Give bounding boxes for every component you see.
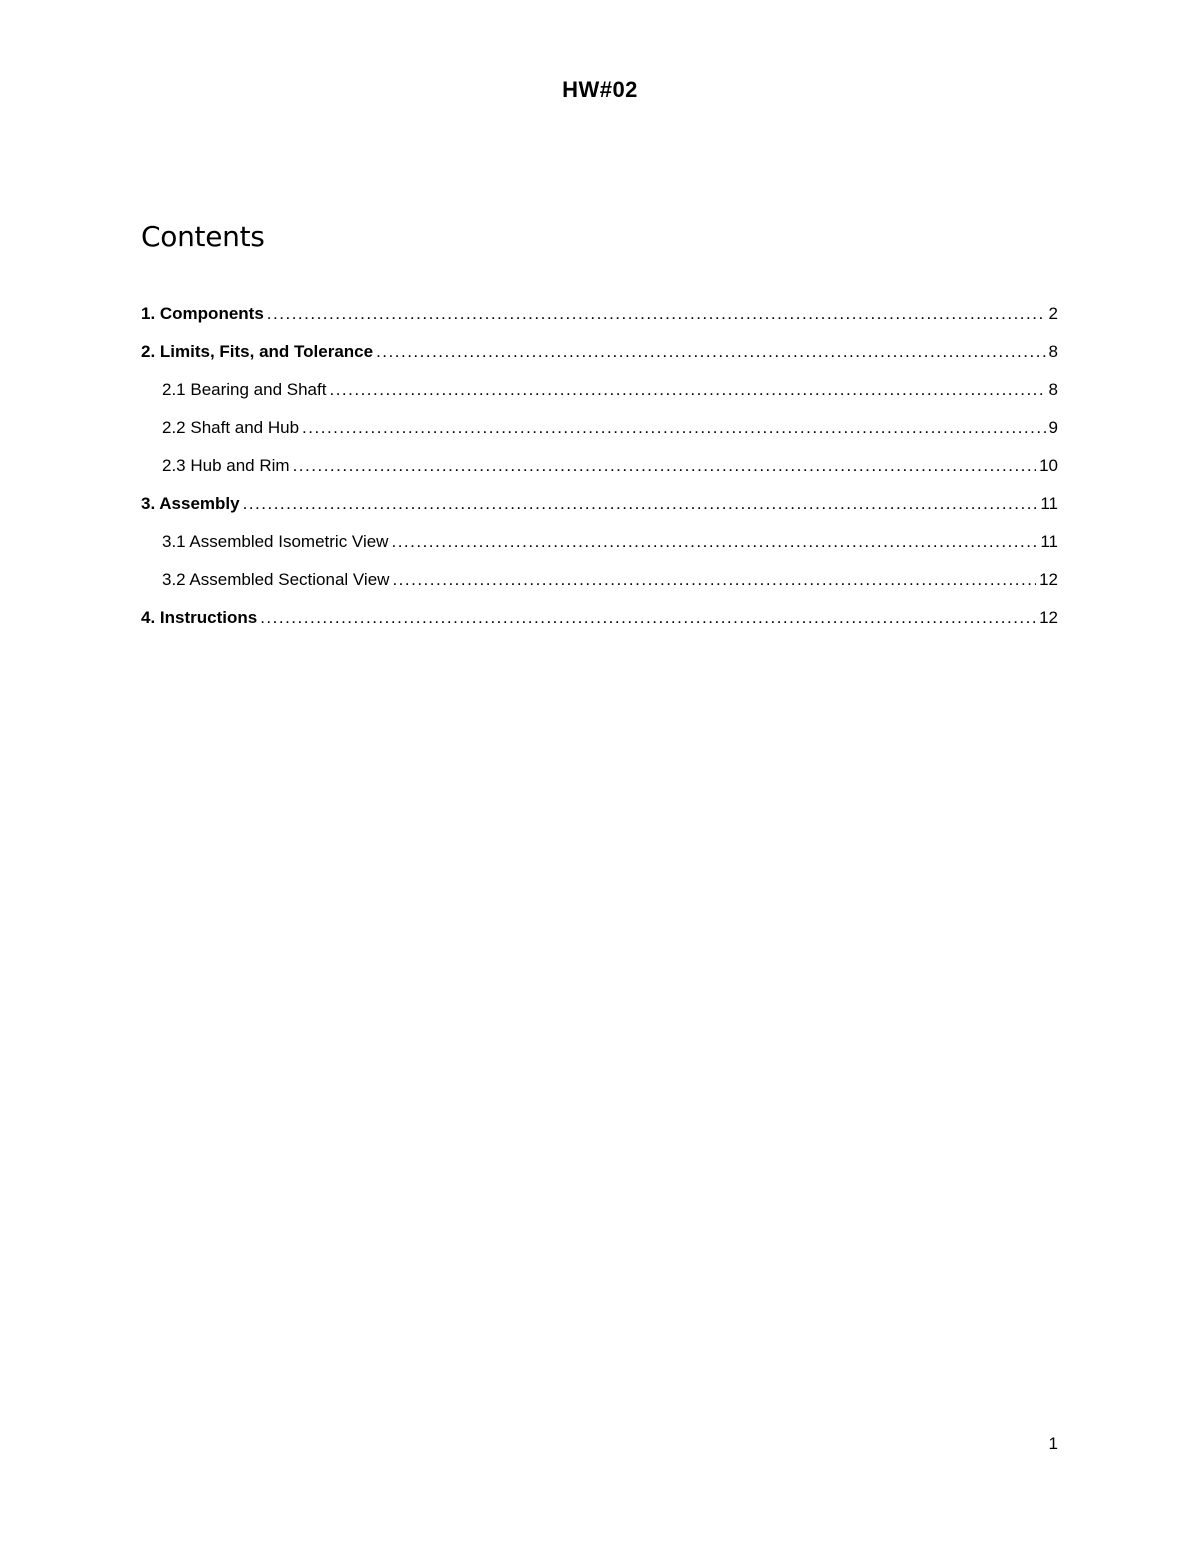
toc-entry-limits-fits-tolerance[interactable] [141,342,1058,380]
toc-entry-page: 9 [1048,418,1058,437]
toc-entry-page: 12 [1039,608,1058,627]
toc-dot-leader [243,494,1038,514]
toc-dot-leader [392,570,1036,590]
toc-entry-assembled-isometric-view[interactable] [141,532,1058,570]
toc-entry-bearing-and-shaft[interactable] [141,380,1058,418]
toc-dot-leader [376,342,1045,362]
toc-entry-hub-and-rim[interactable] [141,456,1058,494]
toc-entry-label: 2. Limits, Fits, and Tolerance [141,342,374,361]
page-number: 1 [1048,1434,1058,1453]
table-of-contents [141,304,1058,646]
toc-entry-shaft-and-hub[interactable] [141,418,1058,456]
toc-entry-page: 8 [1048,380,1058,399]
toc-entry-label: 2.1 Bearing and Shaft [162,380,327,399]
toc-entry-label: 4. Instructions [141,608,258,627]
toc-entry-page: 8 [1048,342,1058,361]
toc-entry-label: 2.2 Shaft and Hub [162,418,300,437]
toc-entry-label: 1. Components [141,304,264,323]
toc-entry-assembly[interactable] [141,494,1058,532]
toc-entry-page: 10 [1039,456,1058,475]
document-title: HW#02 [562,77,638,102]
toc-dot-leader [391,532,1037,552]
toc-entry-page: 11 [1040,532,1058,551]
toc-entry-label: 3.1 Assembled Isometric View [162,532,389,551]
toc-entry-label: 2.3 Hub and Rim [162,456,290,475]
toc-entry-label: 3.2 Assembled Sectional View [162,570,390,589]
toc-entry-page: 11 [1040,494,1058,513]
toc-entry-components[interactable] [141,304,1058,342]
toc-dot-leader [260,608,1036,628]
toc-dot-leader [329,380,1045,400]
toc-entry-assembled-sectional-view[interactable] [141,570,1058,608]
toc-entry-instructions[interactable] [141,608,1058,646]
toc-heading: Contents [141,220,265,253]
toc-dot-leader [293,456,1037,476]
toc-entry-label: 3. Assembly [141,494,240,513]
toc-entry-page: 2 [1048,304,1058,323]
toc-dot-leader [267,304,1046,324]
toc-entry-page: 12 [1039,570,1058,589]
toc-dot-leader [302,418,1045,438]
